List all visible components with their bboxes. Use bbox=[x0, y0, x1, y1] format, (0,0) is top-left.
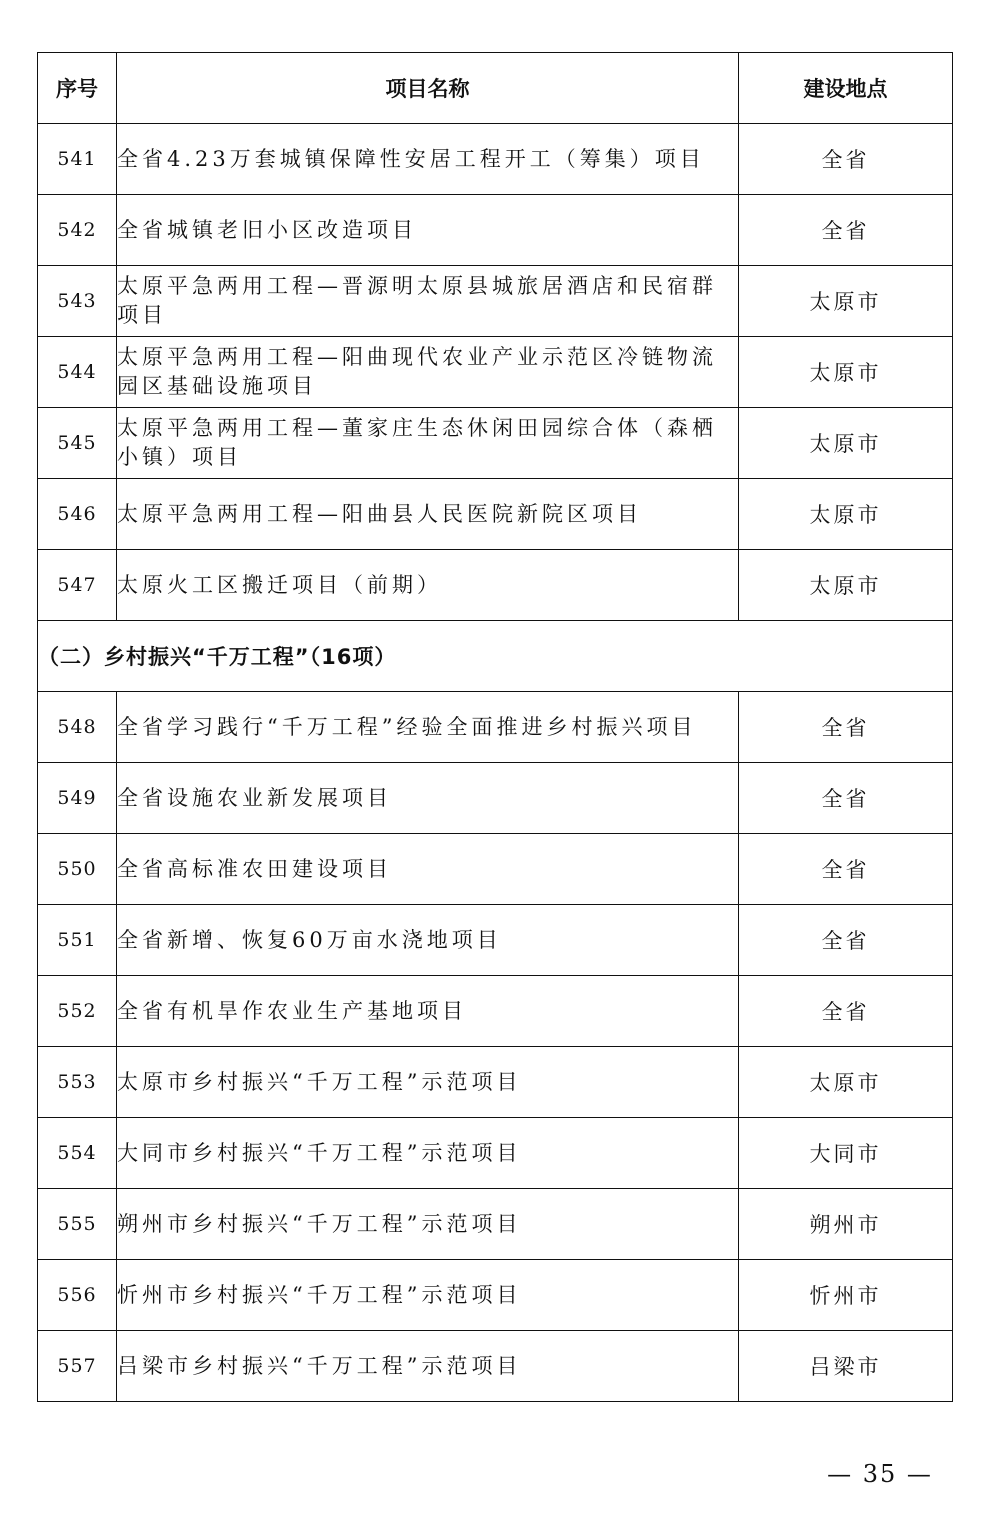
row-num: 541 bbox=[38, 124, 117, 195]
row-num: 554 bbox=[38, 1118, 117, 1189]
row-num: 552 bbox=[38, 976, 117, 1047]
row-num: 550 bbox=[38, 834, 117, 905]
row-num: 546 bbox=[38, 479, 117, 550]
table-row bbox=[38, 408, 953, 479]
row-num: 544 bbox=[38, 337, 117, 408]
row-name: 全省新增、恢复60万亩水浇地项目 bbox=[117, 905, 739, 976]
row-name: 太原市乡村振兴“千万工程”示范项目 bbox=[117, 1047, 739, 1118]
table-row bbox=[38, 976, 953, 1047]
row-location: 太原市 bbox=[739, 337, 953, 408]
section-row bbox=[38, 621, 953, 692]
table-row bbox=[38, 124, 953, 195]
project-table bbox=[37, 52, 953, 1402]
table-row bbox=[38, 763, 953, 834]
table-header-row bbox=[38, 53, 953, 124]
header-location: 建设地点 bbox=[739, 53, 953, 124]
row-num: 542 bbox=[38, 195, 117, 266]
table-row bbox=[38, 550, 953, 621]
row-location: 全省 bbox=[739, 692, 953, 763]
row-name: 大同市乡村振兴“千万工程”示范项目 bbox=[117, 1118, 739, 1189]
row-num: 555 bbox=[38, 1189, 117, 1260]
row-location: 太原市 bbox=[739, 408, 953, 479]
row-location: 全省 bbox=[739, 905, 953, 976]
row-location: 太原市 bbox=[739, 479, 953, 550]
row-name: 吕梁市乡村振兴“千万工程”示范项目 bbox=[117, 1331, 739, 1402]
section-title: （二）乡村振兴“千万工程”（16项） bbox=[38, 621, 953, 692]
table-row bbox=[38, 692, 953, 763]
row-name: 朔州市乡村振兴“千万工程”示范项目 bbox=[117, 1189, 739, 1260]
header-name: 项目名称 bbox=[117, 53, 739, 124]
table-row bbox=[38, 337, 953, 408]
row-location: 全省 bbox=[739, 763, 953, 834]
row-name: 太原火工区搬迁项目（前期） bbox=[117, 550, 739, 621]
table-row bbox=[38, 834, 953, 905]
page-number: — 35 — bbox=[827, 1460, 933, 1488]
row-location: 全省 bbox=[739, 834, 953, 905]
row-num: 545 bbox=[38, 408, 117, 479]
table-row bbox=[38, 1118, 953, 1189]
row-num: 549 bbox=[38, 763, 117, 834]
table-row bbox=[38, 195, 953, 266]
row-name: 全省高标准农田建设项目 bbox=[117, 834, 739, 905]
table-row bbox=[38, 1331, 953, 1402]
table-row bbox=[38, 266, 953, 337]
row-num: 553 bbox=[38, 1047, 117, 1118]
row-num: 543 bbox=[38, 266, 117, 337]
row-location: 吕梁市 bbox=[739, 1331, 953, 1402]
row-name: 全省学习践行“千万工程”经验全面推进乡村振兴项目 bbox=[117, 692, 739, 763]
row-location: 全省 bbox=[739, 976, 953, 1047]
row-name: 太原平急两用工程—晋源明太原县城旅居酒店和民宿群项目 bbox=[117, 266, 739, 337]
row-location: 全省 bbox=[739, 124, 953, 195]
row-location: 太原市 bbox=[739, 266, 953, 337]
table-row bbox=[38, 1189, 953, 1260]
row-location: 忻州市 bbox=[739, 1260, 953, 1331]
row-name: 全省4.23万套城镇保障性安居工程开工（筹集）项目 bbox=[117, 124, 739, 195]
row-name: 太原平急两用工程—阳曲现代农业产业示范区冷链物流园区基础设施项目 bbox=[117, 337, 739, 408]
row-name: 全省有机旱作农业生产基地项目 bbox=[117, 976, 739, 1047]
row-name: 全省城镇老旧小区改造项目 bbox=[117, 195, 739, 266]
row-name: 忻州市乡村振兴“千万工程”示范项目 bbox=[117, 1260, 739, 1331]
row-name: 太原平急两用工程—阳曲县人民医院新院区项目 bbox=[117, 479, 739, 550]
row-location: 太原市 bbox=[739, 550, 953, 621]
row-location: 太原市 bbox=[739, 1047, 953, 1118]
row-name: 太原平急两用工程—董家庄生态休闲田园综合体（森栖小镇）项目 bbox=[117, 408, 739, 479]
table-row bbox=[38, 1047, 953, 1118]
row-location: 朔州市 bbox=[739, 1189, 953, 1260]
table-row bbox=[38, 905, 953, 976]
row-num: 548 bbox=[38, 692, 117, 763]
table-row bbox=[38, 1260, 953, 1331]
table-row bbox=[38, 479, 953, 550]
row-num: 551 bbox=[38, 905, 117, 976]
row-num: 556 bbox=[38, 1260, 117, 1331]
row-num: 547 bbox=[38, 550, 117, 621]
row-location: 大同市 bbox=[739, 1118, 953, 1189]
header-num: 序号 bbox=[38, 53, 117, 124]
row-name: 全省设施农业新发展项目 bbox=[117, 763, 739, 834]
row-num: 557 bbox=[38, 1331, 117, 1402]
row-location: 全省 bbox=[739, 195, 953, 266]
